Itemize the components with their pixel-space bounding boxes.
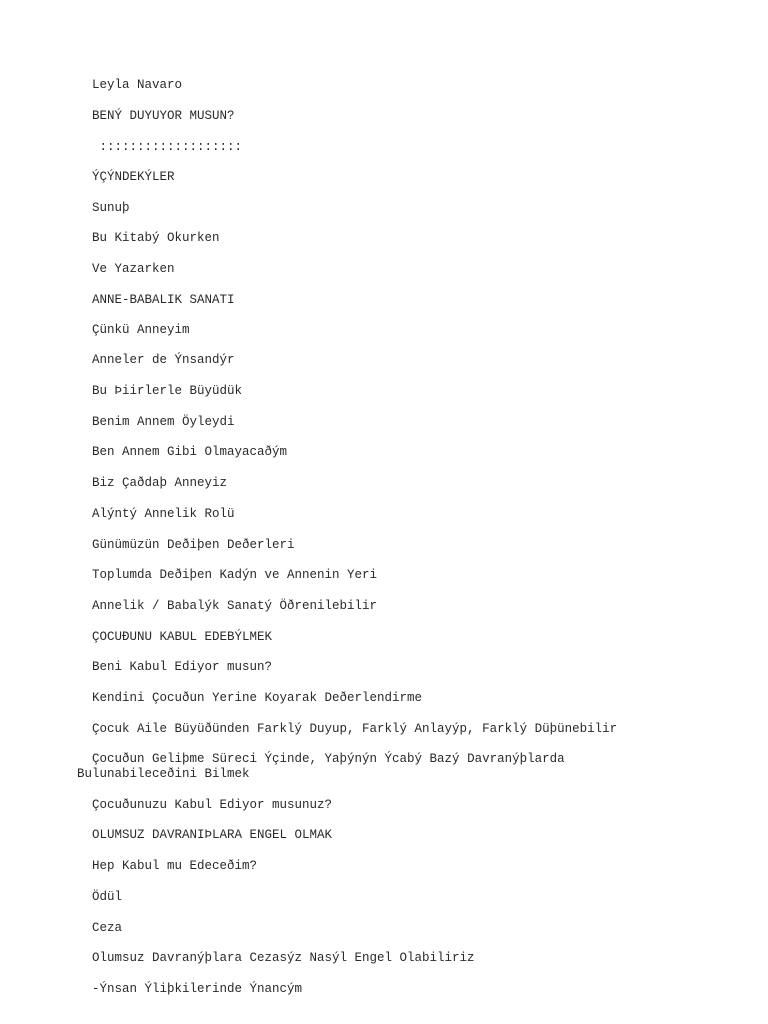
toc-heading: ÝÇÝNDEKÝLER: [92, 170, 175, 184]
toc-section-heading: OLUMSUZ DAVRANIÞLARA ENGEL OLMAK: [92, 828, 333, 842]
toc-entry: Biz Çaðdaþ Anneyiz: [92, 476, 228, 490]
toc-entry: Çünkü Anneyim: [92, 323, 190, 337]
toc-entry: Günümüzün Deðiþen Deðerleri: [92, 538, 295, 552]
toc-entry-wrapped-line2: Bulunabileceðini Bilmek: [77, 767, 250, 781]
toc-entry: Çocuðunuzu Kabul Ediyor musunuz?: [92, 798, 333, 812]
toc-entry: Ödül: [92, 890, 123, 904]
toc-entry-wrapped-line1: Çocuðun Geliþme Süreci Ýçinde, Yaþýnýn Ýcabý Bazý Davranýþlarda: [77, 752, 565, 766]
book-title: BENÝ DUYUYOR MUSUN?: [92, 109, 235, 123]
toc-entry: Benim Annem Öyleydi: [92, 415, 235, 429]
toc-entry: Sunuþ: [92, 201, 130, 215]
toc-entry: Çocuk Aile Büyüðünden Farklý Duyup, Farklý Anlayýp, Farklý Düþünebilir: [92, 722, 618, 736]
toc-entry: Anneler de Ýnsandýr: [92, 353, 235, 367]
toc-entry: Kendini Çocuðun Yerine Koyarak Deðerlendirme: [92, 691, 423, 705]
toc-section-heading: ÇOCUÐUNU KABUL EDEBÝLMEK: [92, 630, 273, 644]
toc-entry: Toplumda Deðiþen Kadýn ve Annenin Yeri: [92, 568, 378, 582]
toc-entry: Ve Yazarken: [92, 262, 175, 276]
separator-line: :::::::::::::::::::: [92, 140, 243, 154]
toc-entry: Bu Þiirlerle Büyüdük: [92, 384, 243, 398]
toc-entry: Annelik / Babalýk Sanatý Öðrenilebilir: [92, 599, 378, 613]
toc-entry: Ceza: [92, 921, 123, 935]
toc-entry: -Ýnsan Ýliþkilerinde Ýnancým: [92, 982, 303, 996]
author-name: Leyla Navaro: [92, 78, 183, 92]
toc-entry: Alýntý Annelik Rolü: [92, 507, 235, 521]
toc-entry: Ben Annem Gibi Olmayacaðým: [92, 445, 288, 459]
toc-entry: Bu Kitabý Okurken: [92, 231, 220, 245]
toc-entry: Beni Kabul Ediyor musun?: [92, 660, 273, 674]
toc-entry: Olumsuz Davranýþlara Cezasýz Nasýl Engel Olabiliriz: [92, 951, 475, 965]
toc-entry: Hep Kabul mu Edeceðim?: [92, 859, 258, 873]
toc-section-heading: ANNE-BABALIK SANATI: [92, 293, 235, 307]
